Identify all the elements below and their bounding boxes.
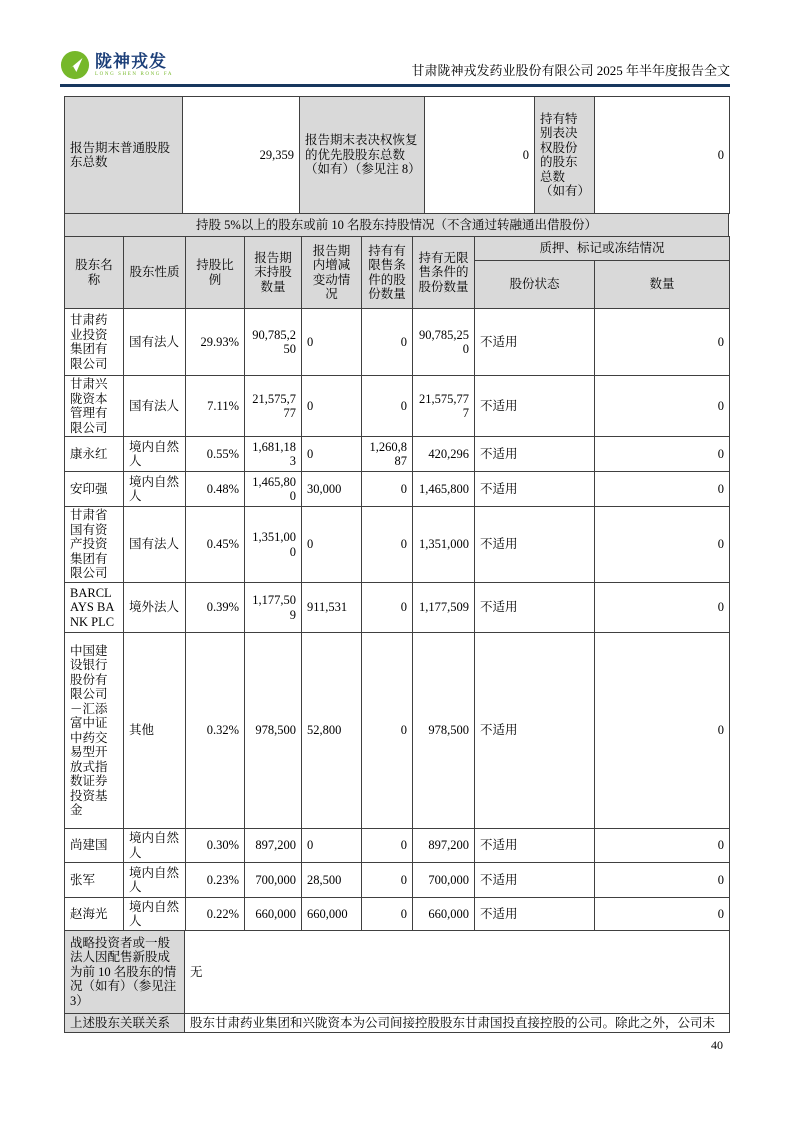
cell-change: 0 (302, 376, 362, 437)
cell-unrestricted: 1,351,000 (413, 507, 475, 583)
cell-change: 0 (302, 437, 362, 472)
cell-qty: 1,177,509 (245, 583, 302, 633)
cell-amount: 0 (595, 583, 730, 633)
cell-name: 甘肃兴陇资本管理有限公司 (65, 376, 124, 437)
cell-name: 中国建设银行股份有限公司－汇添富中证中药交易型开放式指数证券投资基金 (65, 633, 124, 829)
cell-name: BARCLAYS BANK PLC (65, 583, 124, 633)
page-number: 40 (711, 1038, 723, 1052)
cell-status: 不适用 (475, 376, 595, 437)
cell-ratio: 0.23% (186, 863, 245, 898)
preferred-shareholders-label: 报告期末表决权恢复的优先股股东总数（如有）（参见注 8） (300, 97, 425, 214)
table-row (65, 829, 730, 863)
cell-qty: 1,465,800 (245, 472, 302, 507)
cell-ratio: 0.30% (186, 829, 245, 863)
cell-unrestricted: 897,200 (413, 829, 475, 863)
logo-text: 陇神戎发 (95, 52, 167, 71)
cell-unrestricted: 21,575,777 (413, 376, 475, 437)
cell-nature: 境内自然人 (124, 472, 186, 507)
document-title: 甘肃陇神戎发药业股份有限公司 2025 年半年度报告全文 (411, 63, 730, 78)
cell-status: 不适用 (475, 507, 595, 583)
cell-amount: 0 (595, 898, 730, 931)
col-header-nature: 股东性质 (124, 237, 186, 309)
col-header-restricted: 持有有限售条件的股份数量 (362, 237, 413, 309)
cell-name: 尚建国 (65, 829, 124, 863)
strategic-investors-row (65, 931, 730, 1014)
cell-amount: 0 (595, 507, 730, 583)
table-row (65, 633, 730, 829)
table-row (65, 583, 730, 633)
cell-amount: 0 (595, 472, 730, 507)
cell-name: 赵海光 (65, 898, 124, 931)
cell-nature: 国有法人 (124, 309, 186, 376)
top-shareholders-table (64, 236, 730, 931)
table-row (65, 309, 730, 376)
shareholder-relation-row (65, 1014, 730, 1033)
cell-restricted: 0 (362, 829, 413, 863)
strategic-investors-value: 无 (185, 931, 730, 1014)
page-header (60, 44, 730, 80)
cell-qty: 90,785,250 (245, 309, 302, 376)
table-row (65, 863, 730, 898)
cell-unrestricted: 90,785,250 (413, 309, 475, 376)
cell-amount: 0 (595, 437, 730, 472)
cell-ratio: 29.93% (186, 309, 245, 376)
shareholder-relation-label: 上述股东关联关系 (65, 1014, 185, 1033)
cell-qty: 660,000 (245, 898, 302, 931)
cell-name: 安印强 (65, 472, 124, 507)
cell-unrestricted: 700,000 (413, 863, 475, 898)
cell-name: 张军 (65, 863, 124, 898)
cell-qty: 978,500 (245, 633, 302, 829)
logo-subtext: LONG SHEN RONG FA (95, 72, 174, 77)
table-row (65, 437, 730, 472)
cell-status: 不适用 (475, 863, 595, 898)
cell-change: 660,000 (302, 898, 362, 931)
col-header-unrestricted: 持有无限售条件的股份数量 (413, 237, 475, 309)
cell-restricted: 0 (362, 507, 413, 583)
cell-nature: 境内自然人 (124, 898, 186, 931)
cell-ratio: 7.11% (186, 376, 245, 437)
cell-change: 30,000 (302, 472, 362, 507)
header-row (65, 237, 730, 261)
cell-ratio: 0.32% (186, 633, 245, 829)
col-header-qty-end: 报告期末持股数量 (245, 237, 302, 309)
cell-ratio: 0.22% (186, 898, 245, 931)
cell-nature: 境内自然人 (124, 863, 186, 898)
cell-status: 不适用 (475, 472, 595, 507)
cell-nature: 境内自然人 (124, 437, 186, 472)
cell-name: 康永红 (65, 437, 124, 472)
cell-change: 0 (302, 507, 362, 583)
cell-qty: 1,681,183 (245, 437, 302, 472)
notes-table (64, 930, 730, 1033)
cell-unrestricted: 660,000 (413, 898, 475, 931)
cell-change: 28,500 (302, 863, 362, 898)
cell-change: 911,531 (302, 583, 362, 633)
cell-status: 不适用 (475, 437, 595, 472)
cell-amount: 0 (595, 863, 730, 898)
cell-restricted: 0 (362, 863, 413, 898)
section-banner-text: 持股 5%以上的股东或前 10 名股东持股情况（不含通过转融通出借股份） (65, 214, 729, 237)
shareholder-summary-table (64, 96, 730, 214)
cell-restricted: 0 (362, 898, 413, 931)
col-header-change: 报告期内增减变动情况 (302, 237, 362, 309)
cell-ratio: 0.39% (186, 583, 245, 633)
cell-nature: 境内自然人 (124, 829, 186, 863)
cell-amount: 0 (595, 829, 730, 863)
cell-change: 0 (302, 829, 362, 863)
strategic-investors-label: 战略投资者或一般法人因配售新股成为前 10 名股东的情况（如有）（参见注 3） (65, 931, 185, 1014)
cell-restricted: 1,260,887 (362, 437, 413, 472)
cell-restricted: 0 (362, 633, 413, 829)
cell-qty: 21,575,777 (245, 376, 302, 437)
table-row (65, 472, 730, 507)
cell-amount: 0 (595, 309, 730, 376)
cell-amount: 0 (595, 376, 730, 437)
special-voting-value: 0 (595, 97, 730, 214)
col-header-status: 股份状态 (475, 261, 595, 309)
cell-name: 甘肃省国有资产投资集团有限公司 (65, 507, 124, 583)
cell-ratio: 0.55% (186, 437, 245, 472)
cell-unrestricted: 1,465,800 (413, 472, 475, 507)
header-divider (60, 84, 730, 87)
cell-qty: 700,000 (245, 863, 302, 898)
cell-restricted: 0 (362, 309, 413, 376)
cell-qty: 1,351,000 (245, 507, 302, 583)
cell-change: 0 (302, 309, 362, 376)
cell-restricted: 0 (362, 472, 413, 507)
table-row (65, 898, 730, 931)
logo-icon (60, 50, 90, 80)
company-logo (60, 50, 173, 80)
preferred-shareholders-value: 0 (425, 97, 535, 214)
cell-change: 52,800 (302, 633, 362, 829)
cell-status: 不适用 (475, 898, 595, 931)
col-header-amount: 数量 (595, 261, 730, 309)
col-header-ratio: 持股比例 (186, 237, 245, 309)
col-header-name: 股东名称 (65, 237, 124, 309)
col-header-pledge-group: 质押、标记或冻结情况 (475, 237, 730, 261)
shareholder-relation-value: 股东甘肃药业集团和兴陇资本为公司间接控股股东甘肃国投直接控股的公司。除此之外，公司未 (185, 1014, 730, 1033)
cell-restricted: 0 (362, 583, 413, 633)
cell-qty: 897,200 (245, 829, 302, 863)
special-voting-label: 持有特别表决权股份的股东总数（如有） (535, 97, 595, 214)
section-banner-row (64, 213, 729, 237)
ordinary-shareholders-value: 29,359 (183, 97, 300, 214)
table-row (65, 507, 730, 583)
cell-unrestricted: 1,177,509 (413, 583, 475, 633)
cell-nature: 国有法人 (124, 376, 186, 437)
cell-name: 甘肃药业投资集团有限公司 (65, 309, 124, 376)
cell-unrestricted: 978,500 (413, 633, 475, 829)
cell-nature: 境外法人 (124, 583, 186, 633)
cell-nature: 其他 (124, 633, 186, 829)
cell-nature: 国有法人 (124, 507, 186, 583)
cell-status: 不适用 (475, 583, 595, 633)
cell-ratio: 0.48% (186, 472, 245, 507)
cell-ratio: 0.45% (186, 507, 245, 583)
cell-status: 不适用 (475, 633, 595, 829)
ordinary-shareholders-label: 报告期末普通股股东总数 (65, 97, 183, 214)
cell-unrestricted: 420,296 (413, 437, 475, 472)
table-row (65, 376, 730, 437)
cell-status: 不适用 (475, 309, 595, 376)
cell-status: 不适用 (475, 829, 595, 863)
cell-restricted: 0 (362, 376, 413, 437)
cell-amount: 0 (595, 633, 730, 829)
